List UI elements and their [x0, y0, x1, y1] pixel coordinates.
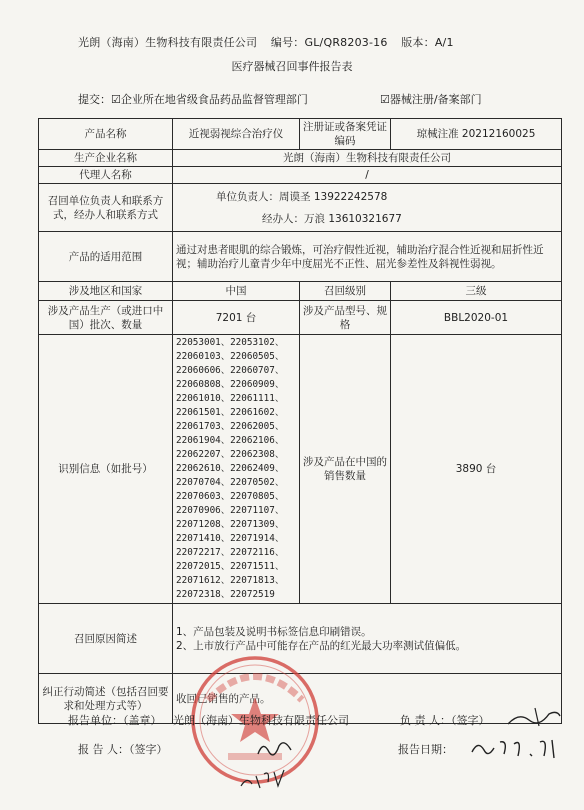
- contact-label: 召回单位负责人和联系方式，经办人和联系方式: [39, 184, 173, 232]
- batch-qty-label: 涉及产品生产（或进口中国）批次、数量: [39, 301, 173, 335]
- model-label: 涉及产品型号、规格: [300, 301, 391, 335]
- reg-cert-label: 注册证或备案凭证编码: [300, 119, 391, 150]
- manufacturer-label: 生产企业名称: [39, 150, 173, 167]
- checkbox-checked-icon: ☑: [111, 93, 121, 106]
- batch-list-container: [176, 336, 296, 602]
- submit-line: [78, 91, 308, 107]
- reporter-label: 报 告 人：（签字）: [78, 743, 168, 756]
- batch-row: 22070603、22070805、: [176, 491, 285, 502]
- batch-row: 22061703、22062005、: [176, 421, 285, 432]
- batch-row: 22072015、22071511、: [176, 561, 285, 572]
- reporter-signature-icon: [255, 736, 295, 762]
- batch-row: 22053001、22053102、: [176, 337, 285, 348]
- agent: /: [173, 167, 562, 184]
- reporter-line: [78, 741, 168, 757]
- responsible-line: [400, 712, 490, 728]
- report-date-label: 报告日期：: [398, 743, 453, 756]
- region: 中国: [173, 282, 300, 301]
- reason-label: 召回原因简述: [39, 604, 173, 674]
- report-date-line: [398, 741, 453, 757]
- id-info-label-text: 识别信息（如批号）: [58, 463, 153, 475]
- submit-option-2: 器械注册/备案部门: [389, 93, 482, 106]
- batch-row: 22071612、22071813、: [176, 575, 285, 586]
- agent-label: 代理人名称: [39, 167, 173, 184]
- product-name: 近视弱视综合治疗仪: [173, 119, 300, 150]
- batch-row: 22060103、22060505、: [176, 351, 285, 362]
- product-name-label: 产品名称: [39, 119, 173, 150]
- scope-label: 产品的适用范围: [39, 232, 173, 282]
- responsible-label: 负 责 人：（签字）: [400, 714, 490, 727]
- batch-row: 22072318、22072519: [176, 589, 275, 600]
- reason-1: 1、产品包装及说明书标签信息印刷错误。: [176, 625, 372, 638]
- document-header: [78, 34, 464, 50]
- batch-row: 22061904、22062106、: [176, 435, 285, 446]
- reason-2: 2、上市放行产品中可能存在产品的红光最大功率测试值偏低。: [176, 639, 467, 652]
- report-unit: 光朗（海南）生物科技有限责任公司: [173, 714, 349, 727]
- batch-row: 22070704、22070502、: [176, 477, 285, 488]
- batch-row: 22070906、22071107、: [176, 505, 285, 516]
- scope: 通过对患者眼肌的综合锻炼，可治疗假性近视，辅助治疗混合性近视和屈折性近视；辅助治疗儿童青少年中度屈光不正性、屈光参差性及斜视性弱视。: [173, 232, 562, 282]
- action: 收回已销售的产品。: [173, 674, 562, 724]
- batch-row: 22062610、22062409、: [176, 463, 285, 474]
- sales-label: 涉及产品在中国的销售数量: [300, 335, 391, 604]
- report-unit-line: [68, 712, 349, 728]
- document-title: 医疗器械召回事件报告表: [231, 60, 353, 73]
- batch-row: 22061010、22061111、: [176, 393, 285, 404]
- batch-row: 22071410、22071914、: [176, 533, 285, 544]
- checkbox-checked-icon: ☑: [380, 93, 390, 106]
- batch-qty: 7201 台: [173, 301, 300, 335]
- handwritten-date-small-icon: [238, 762, 288, 792]
- batch-row: 22071208、22071309、: [176, 519, 285, 530]
- model: BBL2020-01: [391, 301, 562, 335]
- report-unit-label: 报告单位：（盖章）: [68, 714, 162, 727]
- sales: 3890 台: [391, 335, 562, 604]
- contact-info: [173, 184, 562, 232]
- recall-table: [38, 118, 562, 724]
- manufacturer: 光朗（海南）生物科技有限责任公司: [173, 150, 562, 167]
- responsible-signature-icon: [505, 704, 563, 730]
- recall-level-label: 召回级别: [300, 282, 391, 301]
- action-label: 纠正行动简述（包括召回要求和处理方式等）: [39, 674, 173, 724]
- header-version: 版本：A/1: [401, 36, 454, 49]
- submit-line-right: [380, 91, 482, 107]
- contact-handler: 经办人：万浪 13610321677: [262, 212, 402, 225]
- region-label: 涉及地区和国家: [39, 282, 173, 301]
- handwritten-report-date-icon: [468, 734, 560, 762]
- reg-cert: 琼械注准 20212160025: [391, 119, 562, 150]
- batch-row: 22062207、22062308、: [176, 449, 285, 460]
- header-company: 光朗（海南）生物科技有限责任公司: [78, 36, 258, 49]
- batch-list: [173, 335, 300, 604]
- batch-row: 22061501、22061602、: [176, 407, 285, 418]
- contact-responsible: 单位负责人：周谟圣 13922242578: [216, 190, 388, 203]
- batch-row: 22072217、22072116、: [176, 547, 285, 558]
- submit-option-1: 企业所在地省级食品药品监督管理部门: [120, 93, 308, 106]
- header-code: 编号：GL/QR8203-16: [270, 36, 388, 49]
- batch-row: 22060606、22060707、: [176, 365, 285, 376]
- submit-label: 提交：: [78, 93, 111, 106]
- recall-level: 三级: [391, 282, 562, 301]
- id-info-label: [39, 335, 173, 604]
- batch-row: 22060808、22060909、: [176, 379, 285, 390]
